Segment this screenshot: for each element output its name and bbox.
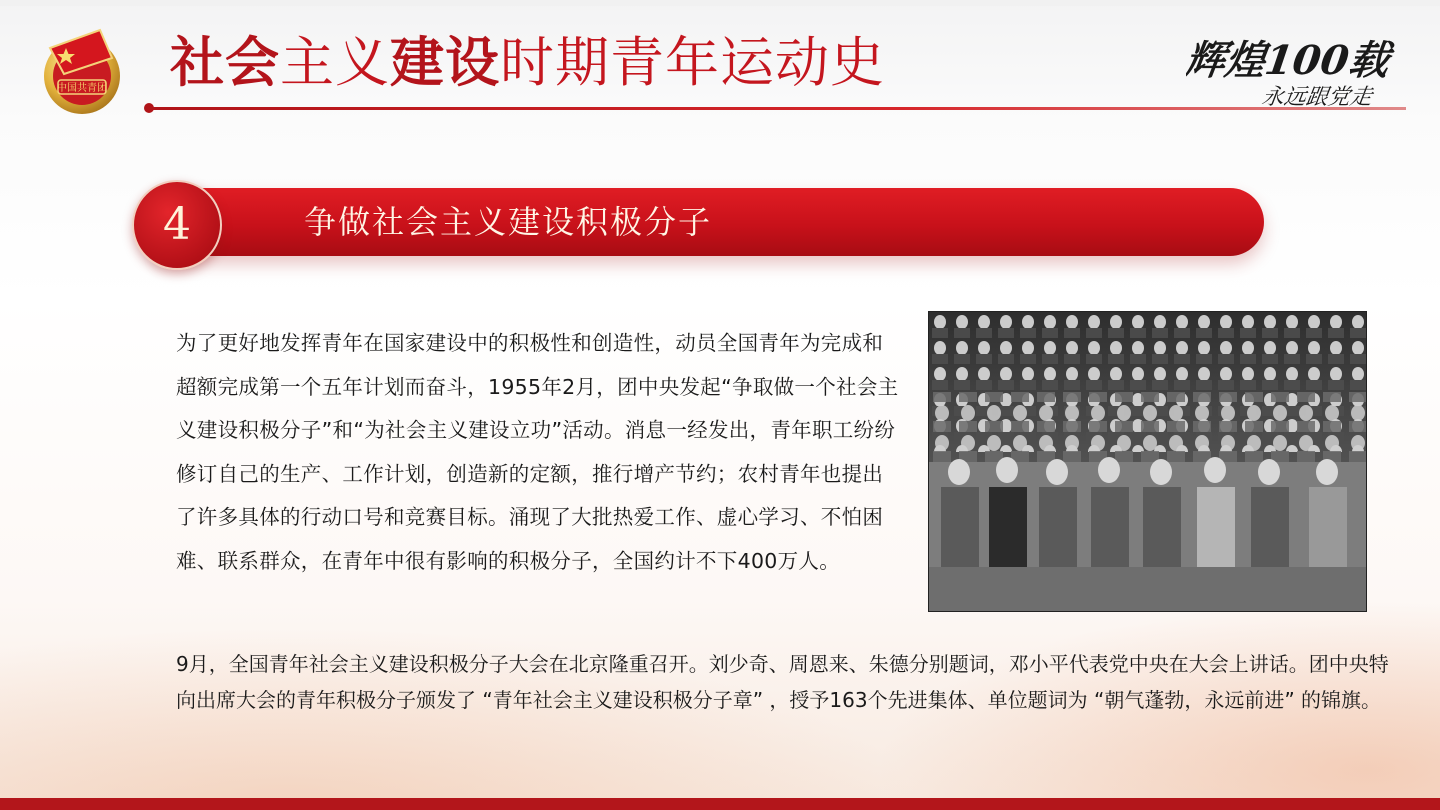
section-title: 争做社会主义建设积极分子 [304,203,713,241]
emblem-text: 中国共青团 [57,83,107,94]
title-part-2: 主义 [280,31,390,94]
section-number-badge [132,180,222,270]
historical-group-photo [928,311,1367,612]
calligraphy-logo [1186,26,1416,112]
calligraphy-sub-text: 永远跟党走 [1260,84,1374,110]
body-paragraph-1: 为了更好地发挥青年在国家建设中的积极性和创造性，动员全国青年为完成和超额完成第一个五年计划而奋斗，1955年2月，团中央发起“争取做一个社会主义建设积极分子”和“为社会主义建设立功”活动。消息一经发出，青年职工纷纷修订自己的生产、工作计划，创造新的定额，推行增产节约；农村青年也提出了许多具体的行动口号和竞赛目标。涌现了大批热爱工作、虚心学习、不怕困难、联系群众，在青年中很有影响的积极分子，全国约计不下400万人。 [176,331,899,573]
youth-league-emblem [30,18,130,118]
section-number: 4 [163,199,191,250]
page-title [170,28,885,98]
bottom-bar [0,798,1440,810]
top-band [0,0,1440,6]
body-paragraph-2: 9月，全国青年社会主义建设积极分子大会在北京隆重召开。刘少奇、周恩来、朱德分别题词，邓小平代表党中央在大会上讲话。团中央特向出席大会的青年积极分子颁发了 “青年社会主义建设积极分子章” ，授予163个先进集体、单位题词为 “朝气蓬勃，永远前进” 的锦旗。 [176,652,1389,712]
title-part-1: 社会 [170,31,280,94]
calligraphy-main-text: 辉煌100载 [1186,37,1392,84]
title-part-3: 建设 [390,31,500,94]
title-part-4: 时期青年运动史 [500,31,885,94]
